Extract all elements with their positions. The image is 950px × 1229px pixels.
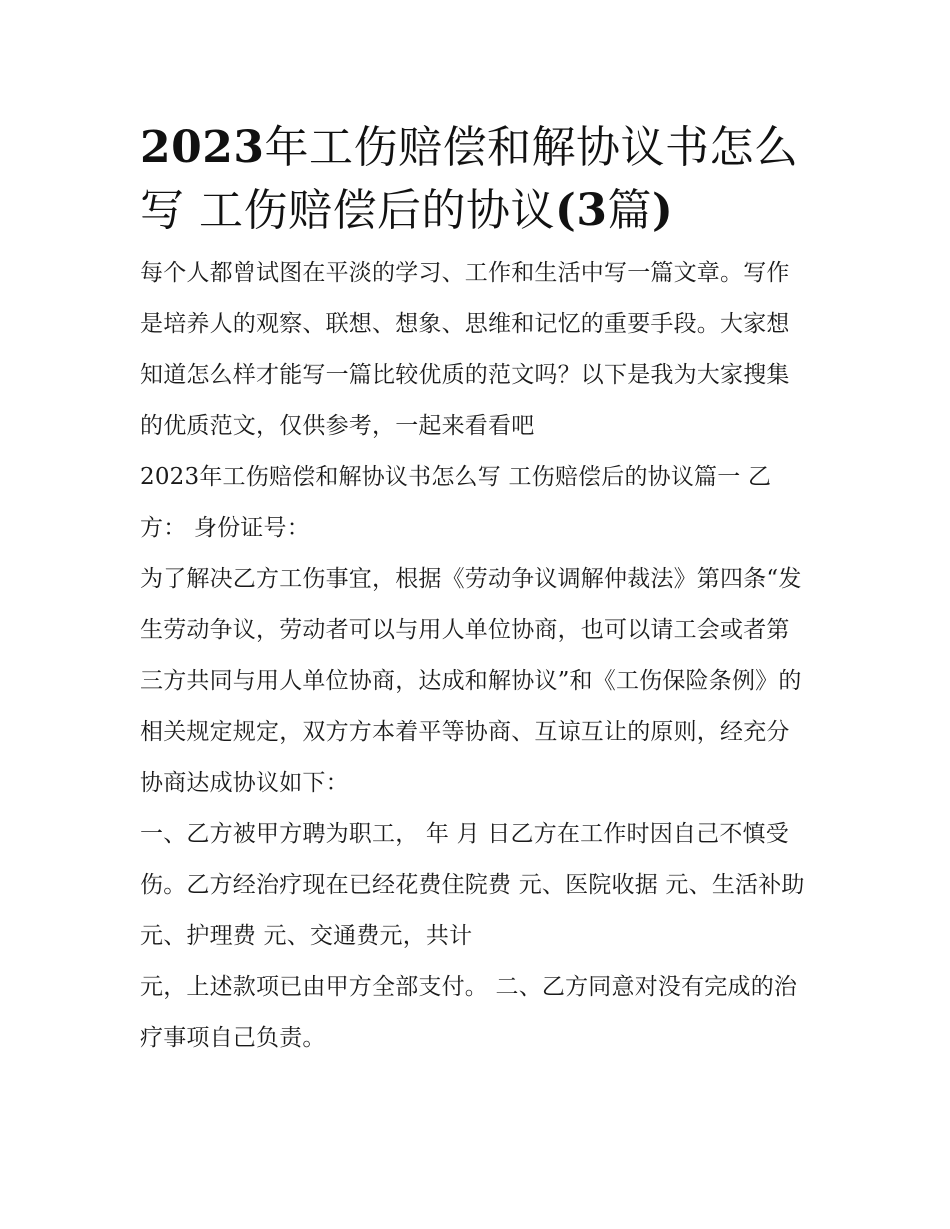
paragraph-clause-two: 元，上述款项已由甲方全部支付。 二、乙方同意对没有完成的治疗事项自己负责。 [140, 974, 798, 1051]
document-body [140, 116, 812, 1064]
document-title: 2023年工伤赔偿和解协议书怎么写 工伤赔偿后的协议(3篇) [140, 122, 799, 236]
paragraph-article-heading: 2023年工伤赔偿和解协议书怎么写 工伤赔偿后的协议篇一 乙方： 身份证号： [140, 464, 772, 541]
paragraph-clause-one: 一、乙方被甲方聘为职工， 年 月 日乙方在工作时因自己不慎受伤。乙方经治疗现在已经花费住院费 元、医院收据 元、生活补助 元、护理费 元、交通费元，共计 [140, 821, 805, 949]
paragraph-legal-basis: 为了解决乙方工伤事宜，根据《劳动争议调解仲裁法》第四条“发生劳动争议，劳动者可以与用人单位协商，也可以请工会或者第三方共同与用人单位协商，达成和解协议”和《工伤保险条例》的相关规定规定，双方方本着平等协商、互谅互让的原则，经充分协商达成协议如下： [140, 566, 802, 796]
paragraph-intro: 每个人都曾试图在平淡的学习、工作和生活中写一篇文章。写作是培养人的观察、联想、想象、思维和记忆的重要手段。大家想知道怎么样才能写一篇比较优质的范文吗？以下是我为大家搜集的优质范文，仅供参考，一起来看看吧 [140, 260, 790, 439]
